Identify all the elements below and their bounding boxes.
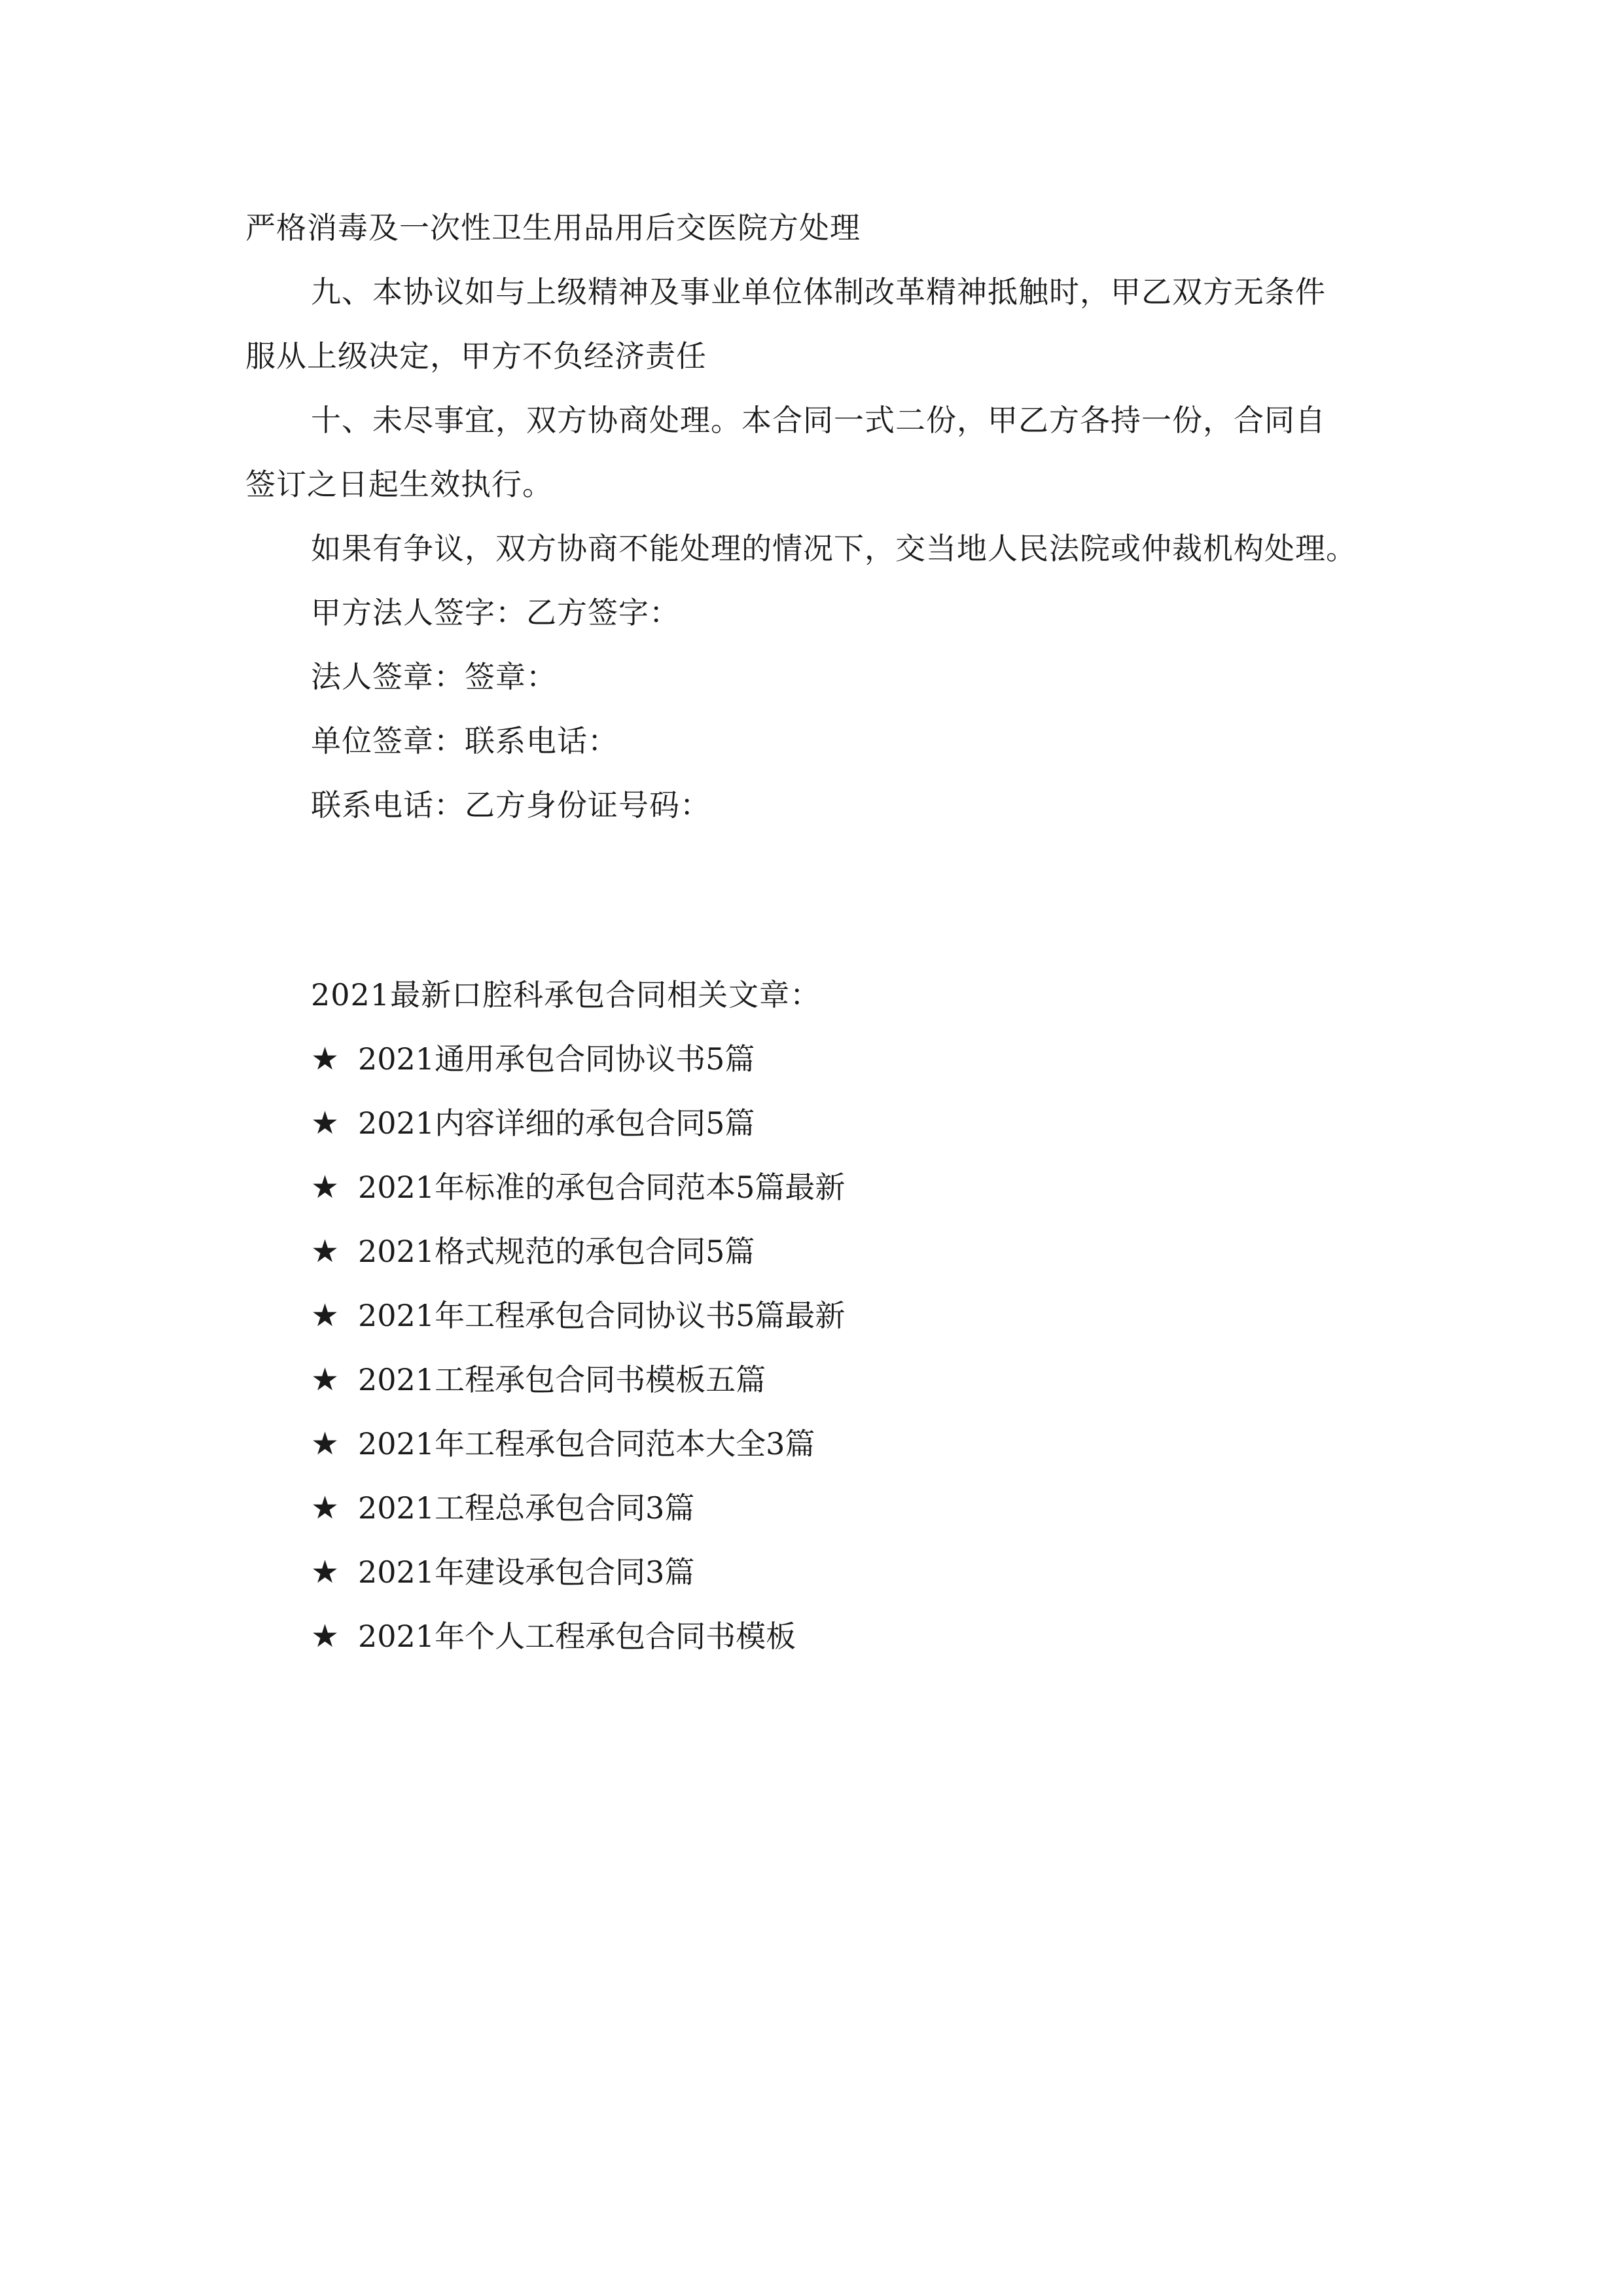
related-article-title: 2021年标准的承包合同范本5篇最新: [358, 1170, 846, 1205]
related-article-title: 2021通用承包合同协议书5篇: [358, 1041, 755, 1077]
related-article-title: 2021内容详细的承包合同5篇: [358, 1105, 755, 1141]
star-icon: ★: [311, 1361, 340, 1398]
related-article-title: 2021年个人工程承包合同书模板: [358, 1619, 796, 1654]
signature-line-1: 甲方法人签字：乙方签字：: [311, 595, 680, 630]
star-icon: ★: [311, 1490, 340, 1526]
star-icon: ★: [311, 1554, 340, 1590]
star-icon: ★: [311, 1426, 340, 1462]
star-icon: ★: [311, 1233, 340, 1270]
star-icon: ★: [311, 1618, 340, 1655]
related-article-title: 2021工程总承包合同3篇: [358, 1490, 695, 1526]
contract-line: 严格消毒及一次性卫生用品用后交医院方处理: [245, 210, 861, 245]
related-article-link[interactable]: [311, 1103, 755, 1143]
clause-9-line-1: 九、本协议如与上级精神及事业单位体制改革精神抵触时，甲乙双方无条件: [311, 274, 1326, 310]
clause-10-line-2: 签订之日起生效执行。: [245, 467, 553, 502]
related-article-link[interactable]: [311, 1360, 766, 1399]
related-article-link[interactable]: [311, 1296, 845, 1335]
related-article-link[interactable]: [311, 1168, 845, 1207]
star-icon: ★: [311, 1105, 340, 1141]
signature-line-4: 联系电话：乙方身份证号码：: [311, 787, 711, 823]
related-article-link[interactable]: [311, 1232, 755, 1271]
related-article-title: 2021年建设承包合同3篇: [358, 1554, 695, 1590]
related-article-title: 2021年工程承包合同范本大全3篇: [358, 1426, 815, 1462]
star-icon: ★: [311, 1041, 340, 1077]
related-article-link[interactable]: [311, 1039, 755, 1079]
star-icon: ★: [311, 1297, 340, 1334]
related-article-title: 2021年工程承包合同协议书5篇最新: [358, 1298, 846, 1333]
related-article-link[interactable]: [311, 1552, 694, 1592]
related-article-link[interactable]: [311, 1488, 694, 1528]
related-articles-heading: 2021最新口腔科承包合同相关文章：: [311, 977, 821, 1013]
related-article-link[interactable]: [311, 1424, 815, 1463]
related-article-title: 2021格式规范的承包合同5篇: [358, 1234, 755, 1269]
signature-line-2: 法人签章：签章：: [311, 659, 557, 694]
related-article-link[interactable]: [311, 1617, 796, 1656]
related-article-title: 2021工程承包合同书模板五篇: [358, 1362, 766, 1397]
signature-line-3: 单位签章：联系电话：: [311, 723, 618, 759]
clause-9-line-2: 服从上级决定，甲方不负经济责任: [245, 338, 707, 374]
dispute-line: 如果有争议，双方协商不能处理的情况下，交当地人民法院或仲裁机构处理。: [311, 531, 1357, 566]
clause-10-line-1: 十、未尽事宜，双方协商处理。本合同一式二份，甲乙方各持一份，合同自: [311, 403, 1326, 438]
star-icon: ★: [311, 1169, 340, 1206]
